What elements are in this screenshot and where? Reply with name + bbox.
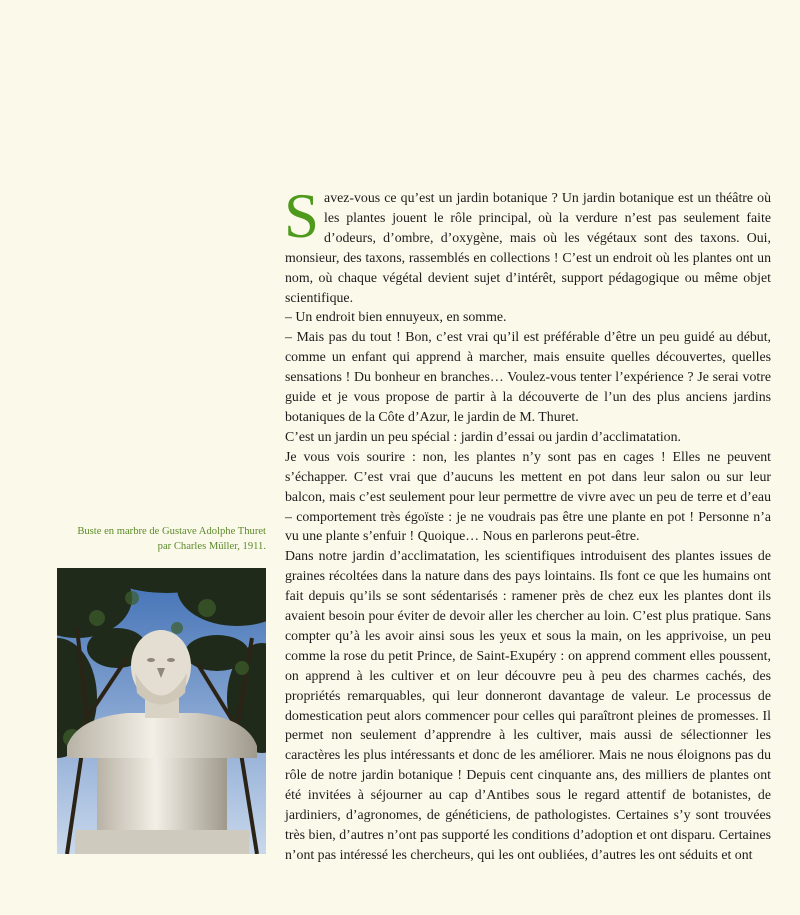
paragraph: – Mais pas du tout ! Bon, c’est vrai qu’il est préférable d’être un peu guidé au début, comme un enfant qui apprend à marcher, mais ensuite quelles découvertes, quelles sensations ! Du bonheur en branches… Voulez-vous tenter l’expérience ? Je serai votre guide et je vous propose de partir à la découverte de l’un des plus anciens jardins botaniques de la Côte d’Azur, le jardin de M. Thuret. <box>285 329 771 424</box>
paragraph <box>284 181 771 307</box>
paragraph: Je vous vois sourire : non, les plantes n’y sont pas en cages ! Elles ne peuvent s’échapper. C’est vrai que d’aucuns les mettent en pot dans leur salon ou sur leur balcon, mais c’est seulement pour leur permettre de vivre avec un peu de terre et d’eau – comportement très égoïste : je ne voudrais pas être une plante en pot ! Personne n’a vu une plante s’enfuir ! Quoique… Nous en parlerons peut-être. <box>285 448 771 544</box>
caption-line-1: Buste en marbre de Gustave Adolphe Thuret <box>77 526 266 537</box>
drop-cap: S <box>284 181 320 251</box>
caption-line-2: par Charles Müller, 1911. <box>157 541 266 552</box>
main-text <box>284 181 771 865</box>
photo-caption <box>56 524 266 554</box>
paragraph: – Un endroit bien ennuyeux, en somme. <box>285 309 507 325</box>
paragraph-text: avez-vous ce qu’est un jardin botanique ? Un jardin botanique est un théâtre où les plantes jouent le rôle principal, où la verdure n’est pas seulement faite d’odeurs, d’ombre, d’oxygène, mais où les végétaux sont des taxons. Oui, monsieur, des taxons, rassemblés en collections ! C’est un endroit où les plantes ont un nom, où chaque végétal devient sujet d’intérêt, support pédagogique ou même objet scientifique. <box>285 190 771 305</box>
marble-bust-illustration <box>57 568 266 854</box>
bust-photo <box>57 568 266 854</box>
paragraph: Dans notre jardin d’acclimatation, les scientifiques introduisent des plantes issues de graines récoltées dans la nature dans des pays lointains. Ils font ce que les humains ont fait depuis qu’ils se sont sédentarisés : ramener près de chez eux les plantes dont ils avaient besoin pour éviter de devoir aller les chercher au loin. C’est plus pratique. Sans compter qu’à les avoir ainsi sous les yeux et sous la main, on les apprivoise, un peu comme la rose du petit Prince, de Saint-Exupéry : on apprend comment elles poussent, on apprend à les cultiver et on leur découvre peu à peu des charmes cachés, des propriétés remarquables, qui leur donneront davantage de valeur. Le processus de domestication peut alors commencer pour celles qui paraîtront pleines de promesses. Il permet non seulement d’apprendre à les cultiver, mais aussi de sélectionner les caractères les plus intéressants et donc de les améliorer. Mais ne nous éloignons pas du rôle de notre jardin botanique ! Depuis cent cinquante ans, des milliers de plantes ont été invitées à séjourner au cap d’Antibes sous le regard attentif de botanistes, de jardiniers, d’agronomes, de généticiens, de pathologistes. Certaines s’y sont trouvées très bien, d’autres n’ont pas supporté les conditions d’adoption et ont disparu. Certaines n’ont pas intéressé les chercheurs, qui les ont oubliées, d’autres les ont séduits et ont <box>285 548 771 862</box>
paragraph: C’est un jardin un peu spécial : jardin d’essai ou jardin d’acclimatation. <box>285 428 681 444</box>
